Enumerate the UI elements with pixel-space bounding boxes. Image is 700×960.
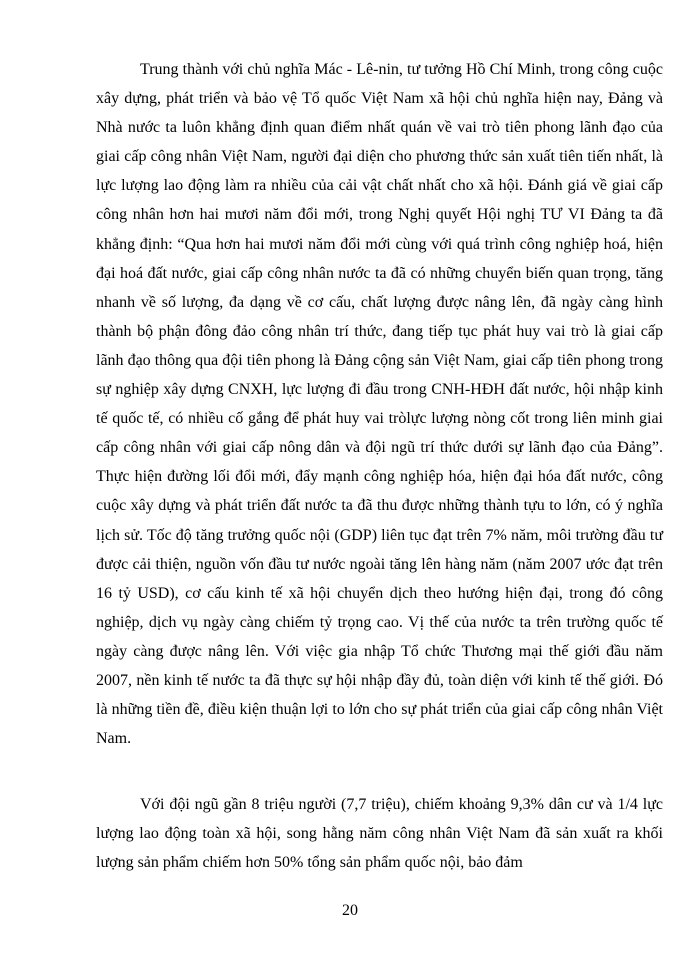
- body-paragraph-1: Trung thành với chủ nghĩa Mác - Lê-nin, tư tưởng Hồ Chí Minh, trong công cuộc xây dựng, phát triển và bảo vệ Tổ quốc Việt Nam xã hội chủ nghĩa hiện nay, Đảng và Nhà nước ta luôn khẳng định quan điểm nhất quán về vai trò tiên phong lãnh đạo của giai cấp công nhân Việt Nam, người đại diện cho phương thức sản xuất tiên tiến nhất, là lực lượng lao động làm ra nhiều của cải vật chất nhất cho xã hội. Đánh giá về giai cấp công nhân hơn hai mươi năm đổi mới, trong Nghị quyết Hội nghị TƯ VI Đảng ta đã khẳng định: “Qua hơn hai mươi năm đổi mới cùng với quá trình công nghiệp hoá, hiện đại hoá đất nước, giai cấp công nhân nước ta đã có những chuyển biến quan trọng, tăng nhanh về số lượng, đa dạng về cơ cấu, chất lượng được nâng lên, đã ngày càng hình thành bộ phận đông đảo công nhân trí thức, đang tiếp tục phát huy vai trò là giai cấp lãnh đạo thông qua đội tiên phong là Đảng cộng sản Việt Nam, giai cấp tiên phong trong sự nghiệp xây dựng CNXH, lực lượng đi đầu trong CNH-HĐH đất nước, hội nhập kinh tế quốc tế, có nhiều cố gắng để phát huy vai tròlực lượng nòng cốt trong liên minh giai cấp công nhân với giai cấp nông dân và đội ngũ trí thức dưới sự lãnh đạo của Đảng”. Thực hiện đường lối đổi mới, đẩy mạnh công nghiệp hóa, hiện đại hóa đất nước, công cuộc xây dựng và phát triển đất nước ta đã thu được những thành tựu to lớn, có ý nghĩa lịch sử. Tốc độ tăng trưởng quốc nội (GDP) liên tục đạt trên 7% năm, môi trường đầu tư được cải thiện, nguồn vốn đầu tư nước ngoài tăng lên hàng năm (năm 2007 ước đạt trên 16 tỷ USD), cơ cấu kinh tế xã hội chuyển dịch theo hướng hiện đại, trong đó công nghiệp, dịch vụ ngày càng chiếm tỷ trọng cao. Vị thế của nước ta trên trường quốc tế ngày càng được nâng lên. Với việc gia nhập Tổ chức Thương mại thế giới đầu năm 2007, nền kinh tế nước ta đã thực sự hội nhập đầy đủ, toàn diện với kinh tế thế giới. Đó là những tiền đề, điều kiện thuận lợi to lớn cho sự phát triển của giai cấp công nhân Việt Nam.: [96, 61, 663, 748]
- body-paragraph-2: Với đội ngũ gần 8 triệu người (7,7 triệu), chiếm khoảng 9,3% dân cư và 1/4 lực lượng lao động toàn xã hội, song hằng năm công nhân Việt Nam đã sản xuất ra khối lượng sản phẩm chiếm hơn 50% tổng sản phẩm quốc nội, bảo đảm: [96, 796, 663, 872]
- page-number: 20: [342, 902, 358, 919]
